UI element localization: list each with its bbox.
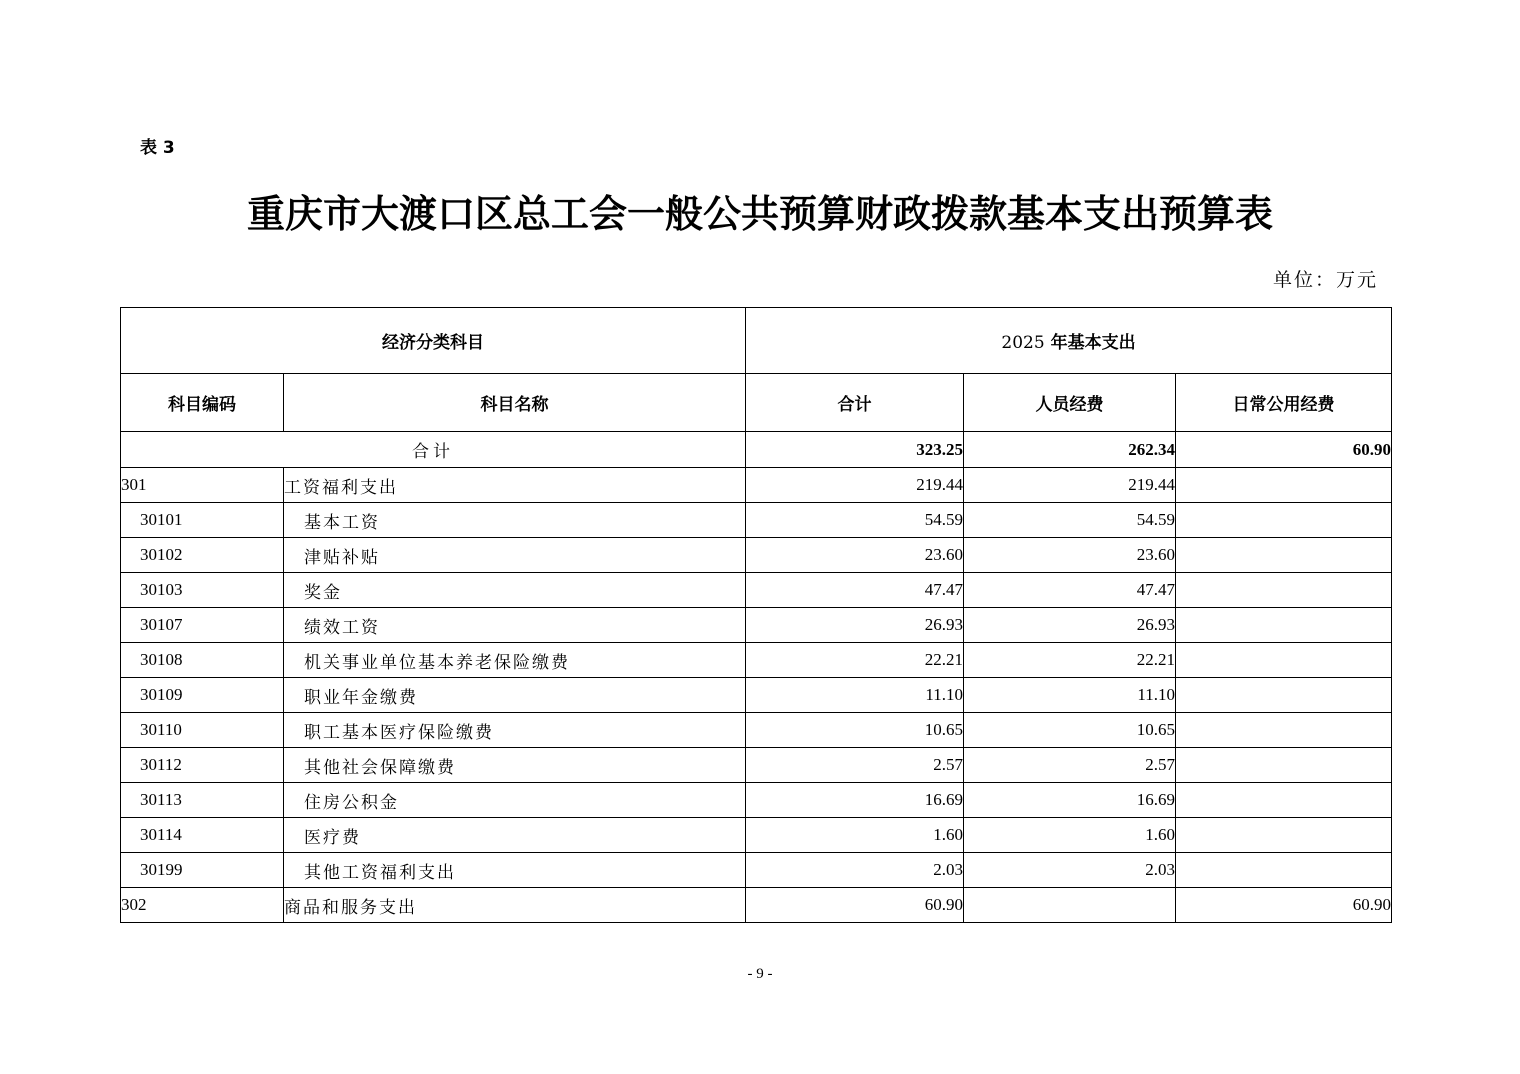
row-name: 奖金 xyxy=(284,573,746,608)
table-row xyxy=(121,643,1392,678)
row-total: 2.57 xyxy=(746,748,964,783)
row-personnel: 22.21 xyxy=(964,643,1176,678)
total-row-total: 323.25 xyxy=(746,432,964,468)
name-header: 科目名称 xyxy=(284,374,746,432)
row-code: 30103 xyxy=(121,573,284,608)
row-name: 津贴补贴 xyxy=(284,538,746,573)
row-public xyxy=(1176,573,1392,608)
row-public xyxy=(1176,783,1392,818)
row-name: 职工基本医疗保险缴费 xyxy=(284,713,746,748)
table-row xyxy=(121,503,1392,538)
row-total: 60.90 xyxy=(746,888,964,923)
row-personnel: 10.65 xyxy=(964,713,1176,748)
table-row xyxy=(121,783,1392,818)
table-row xyxy=(121,608,1392,643)
row-name: 工资福利支出 xyxy=(284,468,746,503)
page-number: - 9 - xyxy=(747,966,773,982)
row-personnel: 54.59 xyxy=(964,503,1176,538)
row-total: 16.69 xyxy=(746,783,964,818)
table-row xyxy=(121,538,1392,573)
row-code: 30199 xyxy=(121,853,284,888)
econ-category-header: 经济分类科目 xyxy=(121,308,746,374)
row-personnel: 26.93 xyxy=(964,608,1176,643)
row-total: 54.59 xyxy=(746,503,964,538)
row-name: 其他社会保障缴费 xyxy=(284,748,746,783)
header-row-top xyxy=(121,308,1392,374)
row-name: 商品和服务支出 xyxy=(284,888,746,923)
personnel-header: 人员经费 xyxy=(964,374,1176,432)
table-label: 表 3 xyxy=(140,138,175,158)
row-code: 30102 xyxy=(121,538,284,573)
row-code: 301 xyxy=(121,468,284,503)
row-personnel: 2.03 xyxy=(964,853,1176,888)
table-row xyxy=(121,818,1392,853)
row-total: 1.60 xyxy=(746,818,964,853)
row-code: 30109 xyxy=(121,678,284,713)
row-personnel: 16.69 xyxy=(964,783,1176,818)
row-public: 60.90 xyxy=(1176,888,1392,923)
page-title: 重庆市大渡口区总工会一般公共预算财政拨款基本支出预算表 xyxy=(246,191,1273,236)
row-code: 30107 xyxy=(121,608,284,643)
row-code: 30112 xyxy=(121,748,284,783)
row-personnel: 1.60 xyxy=(964,818,1176,853)
table-row xyxy=(121,468,1392,503)
row-total: 47.47 xyxy=(746,573,964,608)
row-name: 机关事业单位基本养老保险缴费 xyxy=(284,643,746,678)
row-name: 绩效工资 xyxy=(284,608,746,643)
table-row xyxy=(121,853,1392,888)
row-public xyxy=(1176,818,1392,853)
row-total: 10.65 xyxy=(746,713,964,748)
row-public xyxy=(1176,748,1392,783)
row-code: 30113 xyxy=(121,783,284,818)
row-total: 22.21 xyxy=(746,643,964,678)
row-name: 基本工资 xyxy=(284,503,746,538)
row-code: 30108 xyxy=(121,643,284,678)
year-suffix: 年基本支出 xyxy=(1044,333,1136,353)
row-personnel: 11.10 xyxy=(964,678,1176,713)
budget-table xyxy=(120,307,1392,923)
table-row xyxy=(121,573,1392,608)
row-personnel: 2.57 xyxy=(964,748,1176,783)
row-public xyxy=(1176,468,1392,503)
row-public xyxy=(1176,678,1392,713)
row-code: 302 xyxy=(121,888,284,923)
row-name: 住房公积金 xyxy=(284,783,746,818)
row-total: 2.03 xyxy=(746,853,964,888)
year-expense-header xyxy=(746,308,1392,374)
row-public xyxy=(1176,853,1392,888)
row-name: 医疗费 xyxy=(284,818,746,853)
row-personnel: 23.60 xyxy=(964,538,1176,573)
total-header: 合计 xyxy=(746,374,964,432)
row-public xyxy=(1176,538,1392,573)
total-row-public: 60.90 xyxy=(1176,432,1392,468)
year-number: 2025 xyxy=(1001,333,1045,353)
total-row xyxy=(121,432,1392,468)
table-row xyxy=(121,713,1392,748)
row-public xyxy=(1176,608,1392,643)
table-row xyxy=(121,748,1392,783)
row-total: 219.44 xyxy=(746,468,964,503)
public-header: 日常公用经费 xyxy=(1176,374,1392,432)
row-name: 其他工资福利支出 xyxy=(284,853,746,888)
table-row xyxy=(121,888,1392,923)
row-total: 11.10 xyxy=(746,678,964,713)
row-public xyxy=(1176,503,1392,538)
row-personnel: 47.47 xyxy=(964,573,1176,608)
header-row-bottom xyxy=(121,374,1392,432)
row-personnel xyxy=(964,888,1176,923)
row-name: 职业年金缴费 xyxy=(284,678,746,713)
table-row xyxy=(121,678,1392,713)
code-header: 科目编码 xyxy=(121,374,284,432)
row-code: 30101 xyxy=(121,503,284,538)
row-public xyxy=(1176,713,1392,748)
total-row-personnel: 262.34 xyxy=(964,432,1176,468)
row-total: 23.60 xyxy=(746,538,964,573)
row-personnel: 219.44 xyxy=(964,468,1176,503)
row-code: 30114 xyxy=(121,818,284,853)
total-row-label: 合计 xyxy=(121,432,746,468)
row-public xyxy=(1176,643,1392,678)
row-code: 30110 xyxy=(121,713,284,748)
row-total: 26.93 xyxy=(746,608,964,643)
unit-label: 单位：万元 xyxy=(1272,269,1378,291)
